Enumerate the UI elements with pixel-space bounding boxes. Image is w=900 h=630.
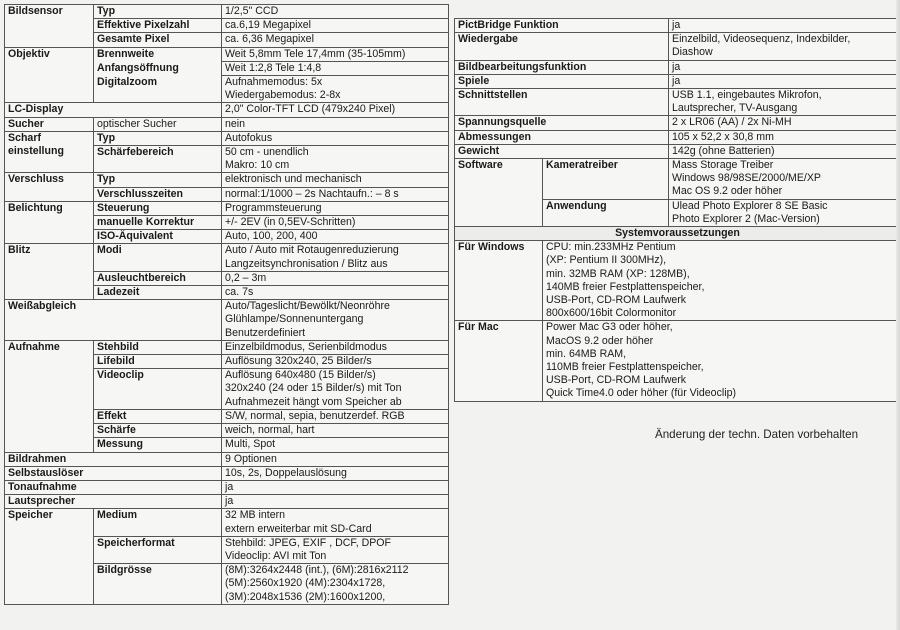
- row-value: 105 x 52,2 x 30,8 mm: [669, 130, 900, 144]
- row-label-abmessungen: Abmessungen: [455, 130, 669, 144]
- row-label-bildbearbeitung: Bildbearbeitungsfunktion: [455, 60, 669, 74]
- value-line: Glühlampe/Sonnenuntergang: [225, 313, 364, 326]
- row-value: [222, 300, 449, 341]
- table-row: [455, 241, 900, 321]
- value-line: Wiedergabemodus: 2-8x: [225, 89, 341, 102]
- row-value: 2,0" Color-TFT LCD (479x240 Pixel): [222, 103, 449, 117]
- row-value: [222, 146, 449, 173]
- value-line: MacOS 9.2 oder höher: [546, 334, 654, 347]
- value-line: USB-Port, CD-ROM Laufwerk: [546, 374, 687, 387]
- group-label-line: Scharf: [8, 131, 41, 144]
- row-value: ca.6,19 Megapixel: [222, 19, 449, 33]
- value-line: Quick Time4.0 oder höher (für Videoclip): [546, 387, 736, 400]
- table-row: [455, 144, 900, 158]
- table-row: [455, 130, 900, 144]
- table-row: [5, 5, 449, 19]
- group-label-bildrahmen: Bildrahmen: [5, 452, 222, 466]
- group-label-belichtung: Belichtung: [5, 201, 94, 244]
- table-row: [5, 300, 449, 341]
- section-header-systemvoraussetzungen: Systemvoraussetzungen: [455, 227, 900, 241]
- group-label-scharfeinstellung: [5, 131, 94, 173]
- row-value: 142g (ohne Batterien): [669, 144, 900, 158]
- value-line: Ulead Photo Explorer 8 SE Basic: [672, 199, 828, 212]
- value-line: Lautsprecher, TV-Ausgang: [672, 102, 798, 115]
- footnote: Änderung der techn. Daten vorbehalten: [655, 428, 859, 441]
- group-label-lc-display: LC-Display: [5, 103, 222, 117]
- group-label-blitz: Blitz: [5, 244, 94, 300]
- value-line: Makro: 10 cm: [225, 159, 290, 172]
- row-value: Multi, Spot: [222, 438, 449, 452]
- value-line: Photo Explorer 2 (Mac-Version): [672, 212, 820, 225]
- value-line: Einzelbild, Videosequenz, Indexbilder,: [672, 33, 851, 46]
- table-row: [5, 103, 449, 117]
- table-row: [5, 244, 449, 271]
- table-row: [5, 495, 449, 509]
- row-label-pictbridge: PictBridge Funktion: [455, 19, 669, 33]
- row-value: nein: [222, 117, 449, 131]
- value-line: Aufnahmezeit hängt vom Speicher ab: [225, 395, 402, 408]
- row-label: Lifebild: [94, 355, 222, 369]
- value-line: 320x240 (24 oder 15 Bilder/s) mit Ton: [225, 382, 402, 395]
- row-value: ja: [669, 74, 900, 88]
- group-label-sucher: Sucher: [5, 117, 94, 131]
- row-value: 0,2 – 3m: [222, 271, 449, 285]
- row-label: Speicherformat: [94, 536, 222, 563]
- value-line: Mac OS 9.2 oder höher: [672, 185, 783, 198]
- group-label-software: Software: [455, 159, 543, 227]
- row-label: Typ: [94, 5, 222, 19]
- row-label: Ladezeit: [94, 286, 222, 300]
- row-label: manuelle Korrektur: [94, 216, 222, 230]
- group-label-tonaufnahme: Tonaufnahme: [5, 480, 222, 494]
- row-label: Stehbild: [94, 340, 222, 354]
- table-row: [455, 89, 900, 116]
- value-line: 50 cm - unendlich: [225, 146, 309, 159]
- table-row: [5, 340, 449, 354]
- row-value: 10s, 2s, Doppelauslösung: [222, 466, 449, 480]
- spec-table-left: [4, 4, 449, 605]
- row-value: [669, 89, 900, 116]
- row-label: Schärfebereich: [94, 146, 222, 173]
- row-label: Medium: [94, 509, 222, 536]
- row-value: [669, 199, 900, 226]
- value-line: min. 64MB RAM,: [546, 347, 627, 360]
- spec-table-right: [454, 18, 900, 402]
- table-row: [5, 466, 449, 480]
- row-value: ja: [222, 480, 449, 494]
- table-row: [455, 116, 900, 130]
- value-line: 140MB freier Festplattenspeicher,: [546, 280, 705, 293]
- row-value: ja: [669, 60, 900, 74]
- row-label: Brennweite: [94, 47, 222, 61]
- table-row: [455, 33, 900, 60]
- value-line: 32 MB intern: [225, 509, 286, 522]
- group-label-line: einstellung: [8, 145, 64, 158]
- row-value: Auflösung 320x240, 25 Bilder/s: [222, 355, 449, 369]
- row-value: Programmsteuerung: [222, 201, 449, 215]
- row-value: S/W, normal, sepia, benutzerdef. RGB: [222, 409, 449, 423]
- row-label-windows: Für Windows: [455, 241, 543, 321]
- row-value: [669, 159, 900, 200]
- row-label: Verschlusszeiten: [94, 187, 222, 201]
- row-value: [222, 536, 449, 563]
- table-row: [5, 201, 449, 215]
- page-edge-shadow: [896, 0, 900, 630]
- table-row: [455, 321, 900, 401]
- value-line: (8M):3264x2448 (int.), (6M):2816x2112: [225, 564, 409, 577]
- value-line: Diashow: [672, 46, 713, 59]
- value-line: Auto/Tageslicht/Bewölkt/Neonröhre: [225, 300, 390, 313]
- table-row: [5, 480, 449, 494]
- table-row: [5, 509, 449, 536]
- row-label: Effektive Pixelzahl: [94, 19, 222, 33]
- group-label-bildsensor: Bildsensor: [5, 5, 94, 48]
- row-label: Modi: [94, 244, 222, 271]
- row-value: [543, 241, 900, 321]
- group-label-lautsprecher: Lautsprecher: [5, 495, 222, 509]
- row-label-spiele: Spiele: [455, 74, 669, 88]
- row-label: Typ: [94, 131, 222, 145]
- row-value: [222, 244, 449, 271]
- row-value: [222, 76, 449, 103]
- row-value: Weit 5,8mm Tele 17,4mm (35-105mm): [222, 47, 449, 61]
- row-label: Typ: [94, 173, 222, 187]
- row-label: Messung: [94, 438, 222, 452]
- value-line: 800x600/16bit Colormonitor: [546, 307, 677, 320]
- row-label: optischer Sucher: [94, 117, 222, 131]
- table-row: [455, 159, 900, 200]
- row-label: Anfangsöffnung: [94, 61, 222, 75]
- value-line: Power Mac G3 oder höher,: [546, 321, 673, 334]
- row-value: elektronisch und mechanisch: [222, 173, 449, 187]
- row-value: ca. 7s: [222, 286, 449, 300]
- value-line: (XP: Pentium II 300MHz),: [546, 254, 667, 267]
- row-label-gewicht: Gewicht: [455, 144, 669, 158]
- row-label: Bildgrösse: [94, 564, 222, 605]
- value-line: (3M):2048x1536 (2M):1600x1200,: [225, 590, 386, 603]
- group-label-selbstausloeser: Selbstauslöser: [5, 466, 222, 480]
- table-row: [455, 227, 900, 241]
- value-line: Videoclip: AVI mit Ton: [225, 549, 327, 562]
- value-line: USB-Port, CD-ROM Laufwerk: [546, 294, 687, 307]
- group-label-speicher: Speicher: [5, 509, 94, 604]
- group-label-objektiv: Objektiv: [5, 47, 94, 103]
- row-label-mac: Für Mac: [455, 321, 543, 401]
- row-value: ja: [222, 495, 449, 509]
- row-label-wiedergabe: Wiedergabe: [455, 33, 669, 60]
- row-label: Anwendung: [543, 199, 669, 226]
- value-line: Auflösung 640x480 (15 Bilder/s): [225, 369, 376, 382]
- value-line: (5M):2560x1920 (4M):2304x1728,: [225, 577, 386, 590]
- row-value: [222, 509, 449, 536]
- table-row: [5, 131, 449, 145]
- row-value: Auto, 100, 200, 400: [222, 230, 449, 244]
- table-row: [455, 60, 900, 74]
- group-label-verschluss: Verschluss: [5, 173, 94, 201]
- row-label: Videoclip: [94, 369, 222, 410]
- value-line: Stehbild: JPEG, EXIF , DCF, DPOF: [225, 536, 392, 549]
- row-label: Schärfe: [94, 424, 222, 438]
- value-line: 110MB freier Festplattenspeicher,: [546, 361, 704, 374]
- group-label-aufnahme: Aufnahme: [5, 340, 94, 452]
- value-line: Mass Storage Treiber: [672, 159, 774, 172]
- row-value: [222, 564, 449, 605]
- row-label: Effekt: [94, 409, 222, 423]
- table-row: [5, 117, 449, 131]
- table-row: [5, 452, 449, 466]
- row-value: [669, 33, 900, 60]
- row-label: Steuerung: [94, 201, 222, 215]
- row-value: 1/2,5" CCD: [222, 5, 449, 19]
- row-value: Einzelbildmodus, Serienbildmodus: [222, 340, 449, 354]
- value-line: USB 1.1, eingebautes Mikrofon,: [672, 89, 822, 102]
- row-value: ca. 6,36 Megapixel: [222, 33, 449, 47]
- row-value: +/- 2EV (in 0,5EV-Schritten): [222, 216, 449, 230]
- table-row: [455, 74, 900, 88]
- row-label-spannungsquelle: Spannungsquelle: [455, 116, 669, 130]
- value-line: Windows 98/98SE/2000/ME/XP: [672, 172, 821, 185]
- value-line: CPU: min.233MHz Pentium: [546, 241, 676, 254]
- row-value: ja: [669, 19, 900, 33]
- row-value: 2 x LR06 (AA) / 2x Ni-MH: [669, 116, 900, 130]
- row-label: Ausleuchtbereich: [94, 271, 222, 285]
- table-row: [5, 47, 449, 61]
- value-line: min. 32MB RAM (XP: 128MB),: [546, 267, 690, 280]
- row-value: Autofokus: [222, 131, 449, 145]
- value-line: Auto / Auto mit Rotaugenreduzierung: [225, 244, 399, 257]
- table-row: [5, 173, 449, 187]
- row-label: Gesamte Pixel: [94, 33, 222, 47]
- row-label: ISO-Äquivalent: [94, 230, 222, 244]
- row-label-schnittstellen: Schnittstellen: [455, 89, 669, 116]
- group-label-weissabgleich: Weißabgleich: [5, 300, 222, 341]
- row-label: Digitalzoom: [94, 76, 222, 103]
- row-value: [222, 369, 449, 410]
- row-value: [543, 321, 900, 401]
- row-label: Kameratreiber: [543, 159, 669, 200]
- row-value: Weit 1:2,8 Tele 1:4,8: [222, 61, 449, 75]
- table-row: [455, 19, 900, 33]
- row-value: weich, normal, hart: [222, 424, 449, 438]
- row-value: normal:1/1000 – 2s Nachtaufn.: – 8 s: [222, 187, 449, 201]
- value-line: extern erweiterbar mit SD-Card: [225, 522, 372, 535]
- value-line: Aufnahmemodus: 5x: [225, 76, 323, 89]
- value-line: Langzeitsynchronisation / Blitz aus: [225, 257, 388, 270]
- value-line: Benutzerdefiniert: [225, 326, 306, 339]
- row-value: 9 Optionen: [222, 452, 449, 466]
